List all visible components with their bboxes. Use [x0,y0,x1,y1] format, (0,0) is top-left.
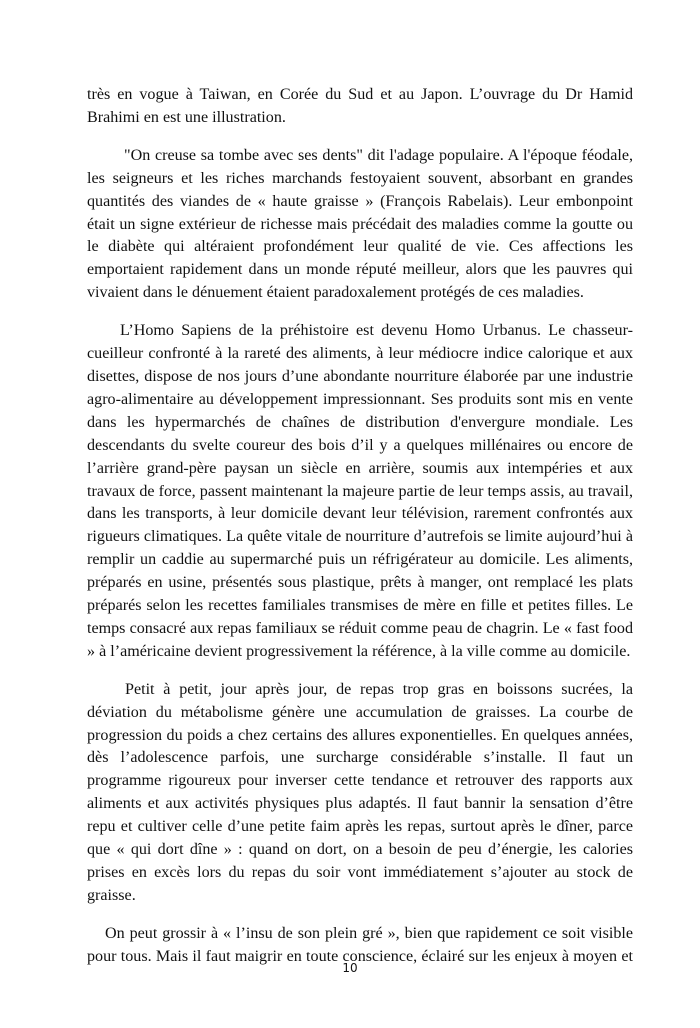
paragraph: L’Homo Sapiens de la préhistoire est devenu Homo Urbanus. Le chasseur-cueilleur confronté à la rareté des aliments, à leur médiocre indice calorique et aux disettes, dispose de nos jours d’une abondante nourriture élaborée par une industrie agro-alimentaire au développement impressionnant. Ses produits sont mis en vente dans les hypermarchés de chaînes de distribution d'envergure mondiale. Les descendants du svelte coureur des bois d’il y a quelques millénaires ou encore de l’arrière grand-père paysan un siècle en arrière, soumis aux intempéries et aux travaux de force, passent maintenant la majeure partie de leur temps assis, au travail, dans les transports, à leur domicile devant leur télévision, rarement confrontés aux rigueurs climatiques. La quête vitale de nourriture d’autrefois se limite aujourd’hui à remplir un caddie au supermarché puis un réfrigérateur au domicile. Les aliments, préparés en usine, présentés sous plastique, prêts à manger, ont remplacé les plats préparés selon les recettes familiales transmises de mère en fille et petites filles. Le temps consacré aux repas familiaux se réduit comme peau de chagrin. Le « fast food » à l’américaine devient progressivement la référence, à la ville comme au domicile. [87,322,633,660]
page-number: 10 [342,961,358,975]
paragraph: très en vogue à Taiwan, en Corée du Sud et au Japon. L’ouvrage du Dr Hamid Brahimi en est une illustration. [87,86,633,126]
paragraph: Petit à petit, jour après jour, de repas trop gras en boissons sucrées, la déviation du métabolisme génère une accumulation de graisses. La courbe de progression du poids a chez certains des allures exponentielles. En quelques années, dès l’adolescence parfois, une surcharge considérable s’installe. Il faut un programme rigoureux pour inverser cette tendance et retrouver des rapports aux aliments et aux activités physiques plus adaptés. Il faut bannir la sensation d’être repu et cultiver celle d’une petite faim après les repas, surtout après le dîner, parce que « qui dort dîne » : quand on dort, on a besoin de peu d’énergie, les calories prises en excès lors du repas du soir vont immédiatement s’ajouter au stock de graisse. [87,680,633,904]
document-body [87,84,633,984]
paragraph: "On creuse sa tombe avec ses dents" dit l'adage populaire. A l'époque féodale, les seigneurs et les riches marchands festoyaient souvent, absorbant en grandes quantités des viandes de « haute graisse » (François Rabelais). Leur embonpoint était un signe extérieur de richesse mais précédait des maladies comme la goutte ou le diabète qui altéraient profondément leur qualité de vie. Ces affections les emportaient rapidement dans un monde réputé meilleur, alors que les pauvres qui vivaient dans le dénuement étaient paradoxalement protégés de ces maladies. [87,146,633,302]
paragraph: On peut grossir à « l’insu de son plein gré », bien que rapidement ce soit visible pour tous. Mais il faut maigrir en toute conscience, éclairé sur les enjeux à moyen et [87,924,633,965]
